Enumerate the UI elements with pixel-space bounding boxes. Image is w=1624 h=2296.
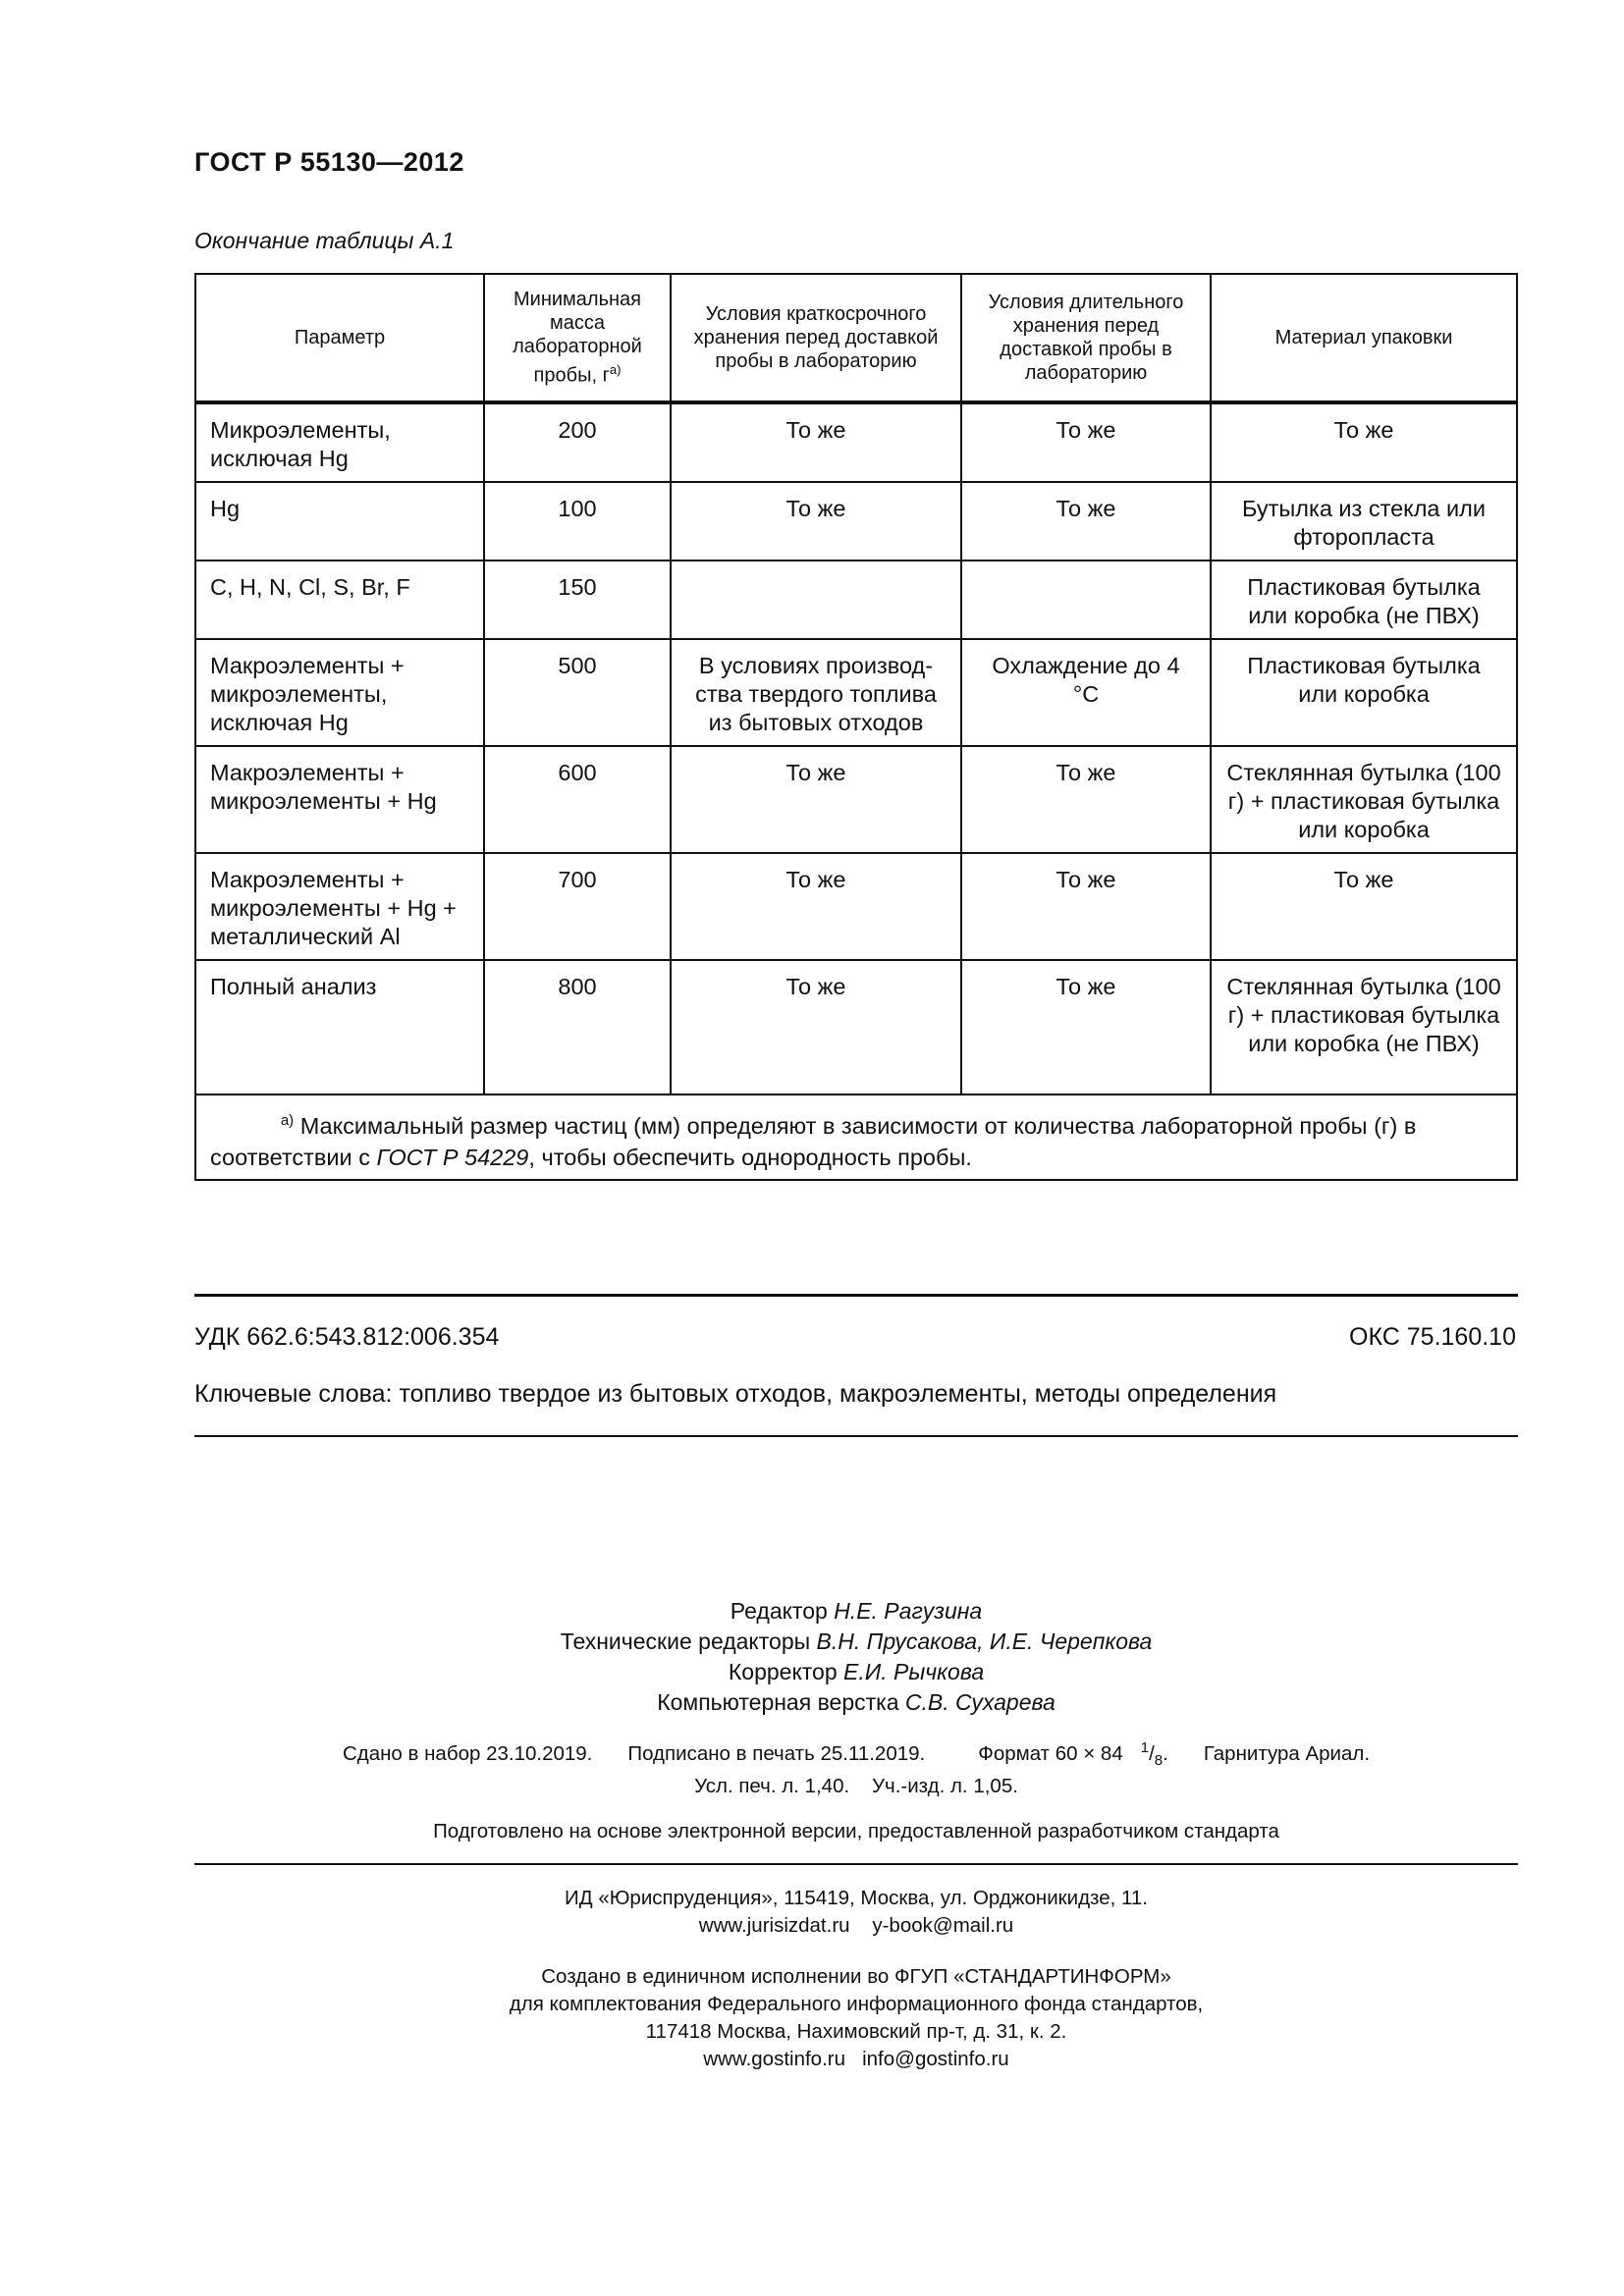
divider (194, 1435, 1518, 1437)
table-footnote: $^{а)}$ Максимальный размер частиц (мм) определяют в зависимости от количества лабораторной пробы (г) в соответствии с ГОСТ Р 54229, чтобы обеспечить однородность пробы. (195, 1095, 1517, 1180)
cell-param: Микроэлементы, исключая Hg (195, 402, 484, 482)
table-row (195, 639, 1517, 746)
creator-contacts: www.gostinfo.ru info@gostinfo.ru (703, 2048, 1009, 2070)
creator-block (194, 1963, 1518, 2073)
col-header-param: Параметр (195, 274, 484, 402)
table-row (195, 853, 1517, 960)
typeface: Гарнитура Ариал. (1203, 1741, 1371, 1765)
credit-tech-editors: Технические редакторы В.Н. Прусакова, И.Е. Черепкова (560, 1629, 1153, 1654)
keywords: Ключевые слова: топливо твердое из бытовых отходов, макроэлементы, методы определения (194, 1380, 1277, 1408)
publisher-address: ИД «Юриспруденция», 115419, Москва, ул. Орджоникидзе, 11. (565, 1887, 1148, 1909)
table-row (195, 960, 1517, 1095)
cell-mass: 600 (484, 746, 671, 853)
signed-date: Подписано в печать 25.11.2019. (627, 1741, 926, 1765)
cell-long (961, 561, 1211, 639)
col-header-long-storage: Условия длительного хранения перед доставкой пробы в лабораторию (961, 274, 1211, 402)
standard-header: ГОСТ Р 55130—2012 (194, 147, 464, 177)
credit-editor: Редактор Н.Е. Рагузина (730, 1598, 983, 1624)
credits-block (194, 1596, 1518, 1718)
submitted-date: Сдано в набор 23.10.2019. (342, 1741, 593, 1765)
divider (194, 1863, 1518, 1865)
cell-mass: 500 (484, 639, 671, 746)
cell-mass: 150 (484, 561, 671, 639)
cell-long: То же (961, 482, 1211, 561)
cell-pack: Бутылка из стекла или фторопласта (1211, 482, 1517, 561)
publisher-block (194, 1885, 1518, 1940)
table-row (195, 561, 1517, 639)
cell-pack: То же (1211, 853, 1517, 960)
cell-mass: 100 (484, 482, 671, 561)
col-header-mass: Минимальная масса лабораторной пробы, $г^{а)}$ (484, 274, 671, 402)
cell-mass: 700 (484, 853, 671, 960)
table-row (195, 746, 1517, 853)
cell-mass: 200 (484, 402, 671, 482)
cell-short: То же (671, 482, 961, 561)
cell-param: C, H, N, Cl, S, Br, F (195, 561, 484, 639)
cell-long: То же (961, 746, 1211, 853)
table-footnote-row (195, 1095, 1517, 1180)
table-row (195, 482, 1517, 561)
cell-param: Макроэлементы + микроэлементы + Hg (195, 746, 484, 853)
paper-format: Формат 60 × 84 $^1/_8$. (978, 1739, 1168, 1769)
table-header-row (195, 274, 1517, 402)
col-header-packaging: Материал упаковки (1211, 274, 1517, 402)
cell-short: В условиях производ-ства твердого топлива из бытовых отходов (671, 639, 961, 746)
cell-param: Полный анализ (195, 960, 484, 1095)
gost-reference: ГОСТ Р 54229 (376, 1144, 529, 1170)
sheets-info: Усл. печ. л. 1,40. Уч.-изд. л. 1,05. (694, 1775, 1018, 1797)
oks-code: ОКС 75.160.10 (1349, 1323, 1516, 1351)
cell-pack: То же (1211, 402, 1517, 482)
prepared-note: Подготовлено на основе электронной версии, предоставленной разработчиком стандарта (433, 1820, 1279, 1842)
table-row (195, 402, 1517, 482)
cell-short: То же (671, 402, 961, 482)
publication-info (194, 1739, 1518, 1769)
credit-layout: Компьютерная верстка С.В. Сухарева (657, 1689, 1056, 1715)
creator-line3: 117418 Москва, Нахимовский пр-т, д. 31, к. 2. (645, 2020, 1067, 2043)
creator-line2: для комплектования Федерального информационного фонда стандартов, (509, 1993, 1204, 2015)
credit-corrector: Корректор Е.И. Рычкова (728, 1659, 985, 1684)
cell-long: То же (961, 853, 1211, 960)
cell-long: То же (961, 960, 1211, 1095)
divider (194, 1294, 1518, 1297)
cell-param: Hg (195, 482, 484, 561)
cell-param: Макроэлементы + микроэлементы + Hg + металлический Al (195, 853, 484, 960)
cell-short (671, 561, 961, 639)
publisher-contacts: www.jurisizdat.ru y-book@mail.ru (698, 1914, 1014, 1937)
cell-pack: Стеклянная бутылка (100 г) + пластиковая бутылка или коробка (не ПВХ) (1211, 960, 1517, 1095)
cell-mass: 800 (484, 960, 671, 1095)
cell-short: То же (671, 853, 961, 960)
creator-line1: Создано в единичном исполнении во ФГУП «СТАНДАРТИНФОРМ» (541, 1965, 1171, 1988)
cell-short: То же (671, 960, 961, 1095)
col-header-short-storage: Условия краткосрочного хранения перед доставкой пробы в лабораторию (671, 274, 961, 402)
udk-code: УДК 662.6:543.812:006.354 (194, 1323, 500, 1351)
cell-long: То же (961, 402, 1211, 482)
cell-pack: Пластиковая бутылка или коробка (1211, 639, 1517, 746)
cell-pack: Стеклянная бутылка (100 г) + пластиковая бутылка или коробка (1211, 746, 1517, 853)
table-a1 (194, 273, 1518, 1181)
table-caption: Окончание таблицы А.1 (194, 228, 455, 253)
cell-pack: Пластиковая бутылка или коробка (не ПВХ) (1211, 561, 1517, 639)
cell-long: Охлаждение до 4 °C (961, 639, 1211, 746)
cell-short: То же (671, 746, 961, 853)
cell-param: Макроэлементы + микроэлементы, исключая Hg (195, 639, 484, 746)
